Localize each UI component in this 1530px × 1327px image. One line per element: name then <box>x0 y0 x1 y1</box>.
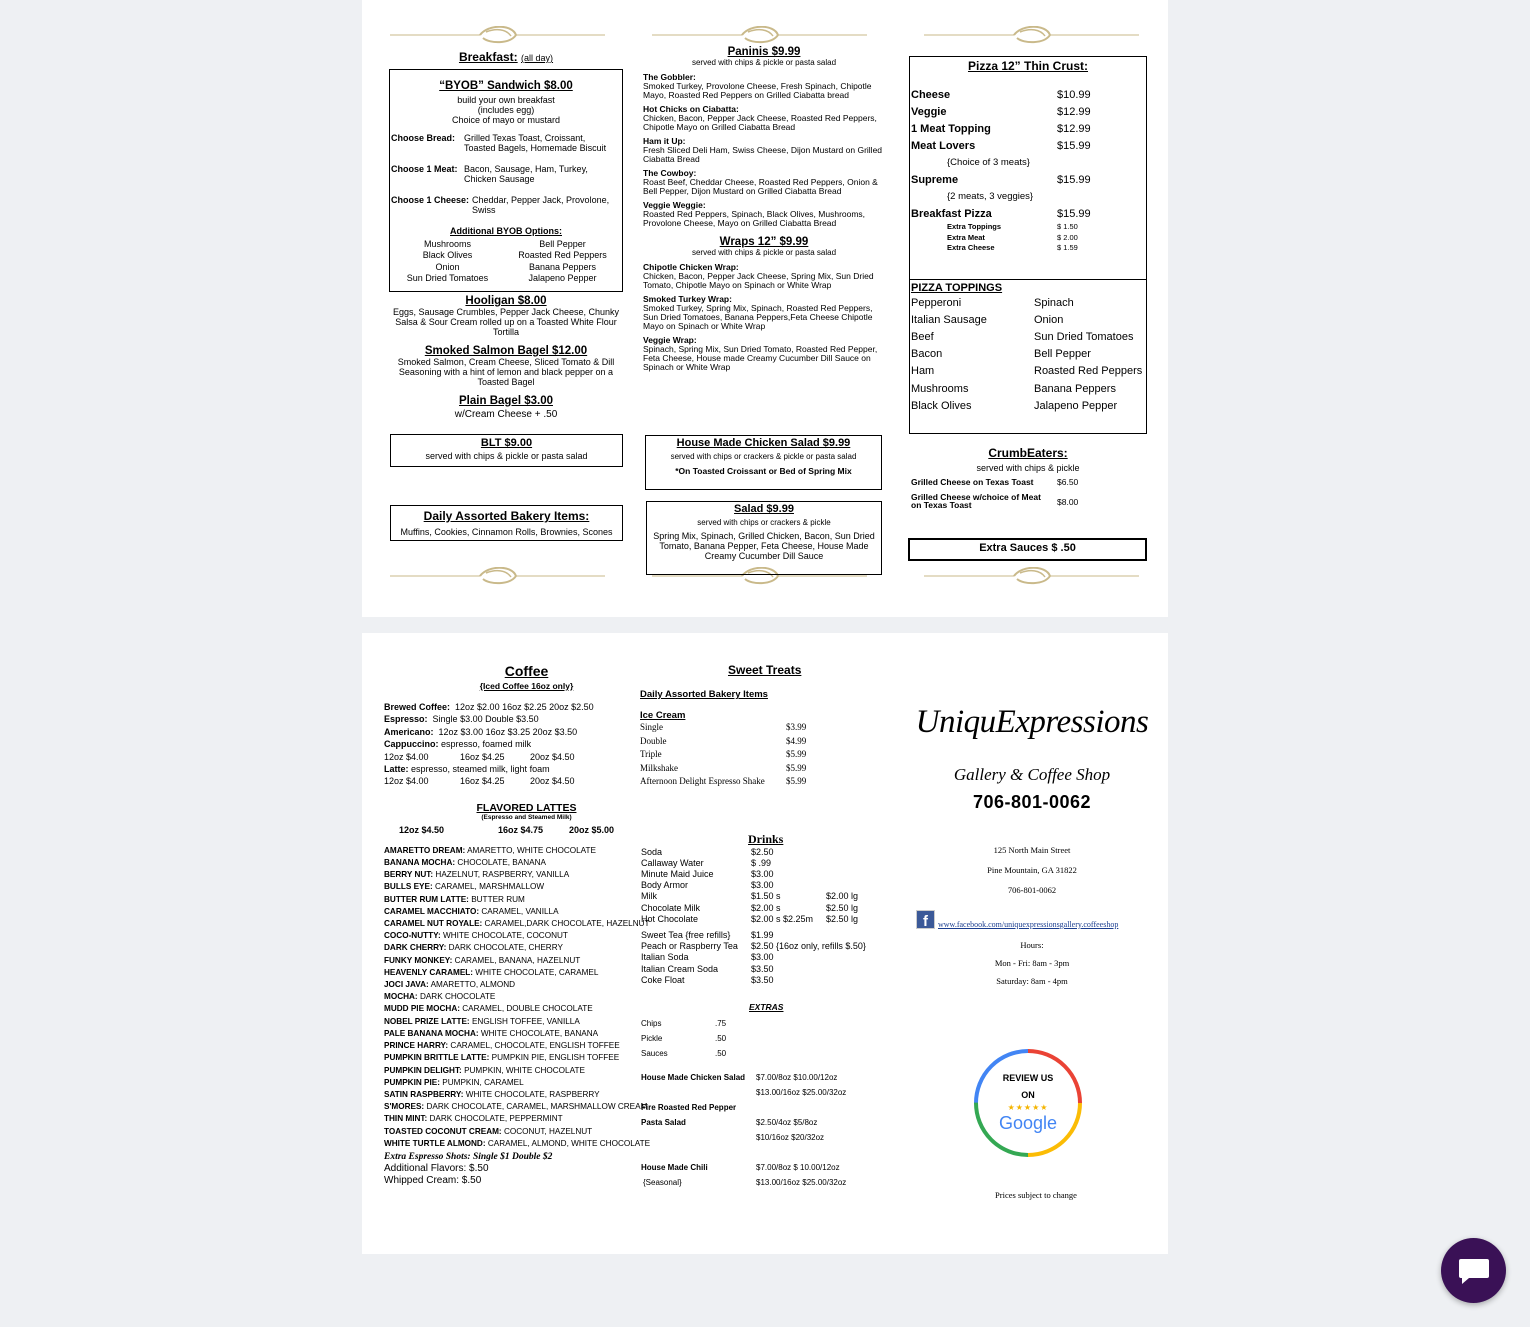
bakery-desc: Muffins, Cookies, Cinnamon Rolls, Brownies, Scones <box>400 527 613 537</box>
pizza-meat-note: {Choice of 3 meats} <box>947 157 1030 168</box>
deli-item: House Made Chicken Salad $7.00/8oz $10.00/12oz <box>641 1072 838 1082</box>
toppings-title: PIZZA TOPPINGS <box>911 282 1003 294</box>
deli-item: $10/16oz $20/32oz <box>756 1132 825 1142</box>
paninis-column <box>643 46 885 377</box>
byob-option: Banana Peppers <box>528 261 597 272</box>
byob-option: Onion <box>435 261 460 272</box>
byob-line: build your own breakfast <box>457 95 555 105</box>
latte-item: FUNKY MONKEY: CARAMEL, BANANA, HAZELNUT <box>384 955 581 965</box>
pizza-box <box>909 56 1147 280</box>
deli-item: Fire Roasted Red Pepper <box>641 1102 737 1112</box>
google-review-badge[interactable] <box>973 1048 1083 1158</box>
icecream-item: Single $3.99 <box>640 722 807 732</box>
byob-cheese: Choose 1 Cheese: Cheddar, Pepper Jack, Provolone, Swiss <box>391 195 610 215</box>
flavored-sub: (Espresso and Steamed Milk) <box>481 813 572 821</box>
breakfast-specials <box>389 295 623 420</box>
bakery-title: Daily Assorted Bakery Items: <box>423 509 590 523</box>
flavored-title: FLAVORED LATTES <box>476 801 577 814</box>
topping: Roasted Red Peppers <box>1034 365 1143 378</box>
ornament-divider <box>924 567 1139 587</box>
byob-option: Jalapeno Pepper <box>528 272 597 283</box>
salmon-desc: Smoked Salmon, Cream Cheese, Sliced Tomato & Dill Seasoning with a hint of lemon and black pepper on a Toasted Bagel <box>397 357 615 387</box>
latte-list <box>384 845 651 1150</box>
menu-item <box>643 201 885 228</box>
ornament-divider <box>924 26 1139 46</box>
byob-option-row <box>390 239 622 250</box>
topping-row <box>911 346 1146 363</box>
crumbeaters <box>909 446 1147 509</box>
pizza-extra: Extra Toppings $ 1.50 <box>947 222 1078 231</box>
coffee-prices: 12oz $4.00 16oz $4.25 20oz $4.50 <box>384 751 575 762</box>
menu-item-desc: Fresh Sliced Deli Ham, Swiss Cheese, Dijon Mustard on Grilled Ciabatta Bread <box>643 145 883 164</box>
byob-meat: Choose 1 Meat: Bacon, Sausage, Ham, Turkey, Chicken Sausage <box>391 164 588 184</box>
drink-item: Milk $1.50 s $2.00 lg <box>641 891 859 902</box>
deli-item: {Seasonal} $13.00/16oz $25.00/32oz <box>643 1177 847 1187</box>
extra-shots: Extra Espresso Shots: Single $1 Double $2 <box>384 1151 553 1162</box>
topping-row <box>911 380 1146 397</box>
whipped-cream: Whipped Cream: $.50 <box>384 1175 482 1187</box>
paninis-title: Paninis $9.99 <box>727 46 801 58</box>
latte-item: NOBEL PRIZE LATTE: ENGLISH TOFFEE, VANILLA <box>384 1016 580 1026</box>
toppings-list <box>910 294 1146 414</box>
topping-row <box>911 328 1146 345</box>
sweets-bakery: Daily Assorted Bakery Items <box>640 689 768 700</box>
menu-item-desc: Smoked Turkey, Provolone Cheese, Fresh Spinach, Chipotle Mayo, Roasted Red Peppers on Grilled Ciabatta bread <box>643 81 872 100</box>
coffee-column <box>384 663 651 1188</box>
byob-option-row <box>390 250 622 261</box>
latte-item: MOCHA: DARK CHOCOLATE <box>384 992 496 1002</box>
latte-item: TOASTED COCONUT CREAM: COCONUT, HAZELNUT <box>384 1126 593 1136</box>
menu-item <box>643 295 885 331</box>
hooligan-title: Hooligan $8.00 <box>465 295 547 307</box>
drink-item: Soda $2.50 <box>641 846 774 857</box>
coffee-list <box>384 701 634 788</box>
topping: Pepperoni <box>911 296 962 309</box>
icecream-list <box>640 721 880 789</box>
wraps-subtitle: served with chips & pickle or pasta salad <box>691 248 837 257</box>
drink-item: Sweet Tea {free refills} $1.99 <box>641 929 774 940</box>
pizza-item: Breakfast Pizza $15.99 <box>911 207 1091 220</box>
latte-item: HEAVENLY CARAMEL: WHITE CHOCOLATE, CARAMEL <box>384 967 599 977</box>
deli-item: House Made Chili $7.00/8oz $ 10.00/12oz <box>641 1162 840 1172</box>
chicken-salad-sub: served with chips or crackers & pickle or pasta salad <box>670 452 857 461</box>
salad-box <box>646 501 882 575</box>
drink-item: Hot Chocolate $2.00 s $2.25m $2.50 lg <box>641 913 859 924</box>
topping-row <box>911 397 1146 414</box>
icecream-title: Ice Cream <box>640 710 686 721</box>
topping: Onion <box>1034 313 1064 326</box>
menu-item-desc: Spinach, Spring Mix, Sun Dried Tomato, Roasted Red Pepper, Feta Cheese, House made Creamy Cucumber Dill Sauce on Spinach or White Wrap <box>643 344 878 372</box>
menu-item-name: Hot Chicks on Ciabatta: <box>643 104 739 114</box>
extra-item: Sauces .50 <box>641 1048 727 1058</box>
menu-page-1 <box>362 0 1168 617</box>
drink-item: Italian Cream Soda $3.50 <box>641 963 774 974</box>
deli-item: Pasta Salad $2.50/4oz $5/8oz <box>641 1117 818 1127</box>
chat-button[interactable] <box>1441 1238 1506 1303</box>
chicken-salad-title: House Made Chicken Salad $9.99 <box>676 437 851 449</box>
icecream-item: Triple $5.99 <box>640 749 807 759</box>
drink-item: Italian Soda $3.00 <box>641 952 774 963</box>
extras-title: EXTRAS <box>749 1001 784 1012</box>
bakery-box <box>390 505 623 541</box>
shop-phone-small: 706-801-0062 <box>1007 885 1057 895</box>
shop-phone: 706-801-0062 <box>972 792 1092 812</box>
salad-title: Salad $9.99 <box>734 503 794 515</box>
toppings-box <box>909 279 1147 434</box>
icecream-item: Afternoon Delight Espresso Shake $5.99 <box>640 776 807 786</box>
pizza-extra: Extra Cheese $ 1.59 <box>947 243 1078 252</box>
coffee-prices: 12oz $4.00 16oz $4.25 20oz $4.50 <box>384 776 575 787</box>
latte-item: WHITE TURTLE ALMOND: CARAMEL, ALMOND, WHITE CHOCOLATE <box>384 1138 651 1148</box>
pizza-item: Supreme $15.99 <box>911 173 1091 186</box>
latte-item: COCO-NUTTY: WHITE CHOCOLATE, COCONUT <box>384 931 568 941</box>
breakfast-column <box>389 50 623 66</box>
drinks-list <box>640 847 880 925</box>
additional-flavors: Additional Flavors: $.50 <box>384 1162 489 1174</box>
panini-list <box>643 73 885 228</box>
menu-item-name: Veggie Weggie: <box>643 200 706 210</box>
pizza-item: Veggie $12.99 <box>911 105 1091 118</box>
menu-item-name: Ham it Up: <box>643 136 686 146</box>
topping-row <box>911 294 1146 311</box>
menu-item <box>643 263 885 290</box>
byob-bread: Choose Bread: Grilled Texas Toast, Croissant, Toasted Bagels, Homemade Biscuit <box>391 133 607 153</box>
pizza-item: Meat Lovers $15.99 <box>911 139 1091 152</box>
deli-item: $13.00/16oz $25.00/32oz <box>756 1087 847 1097</box>
latte-item: SATIN RASPBERRY: WHITE CHOCOLATE, RASPBERRY <box>384 1089 600 1099</box>
crumb-item: Grilled Cheese on Texas Toast $6.50 <box>911 477 1079 487</box>
sauces-text: Extra Sauces $ .50 <box>979 542 1076 554</box>
latte-item: JOCI JAVA: AMARETTO, ALMOND <box>384 980 516 990</box>
coffee-subtitle: {Iced Coffee 16oz only} <box>479 681 574 691</box>
latte-item: PUMPKIN PIE: PUMPKIN, CARAMEL <box>384 1077 524 1087</box>
latte-item: BERRY NUT: HAZELNUT, RASPBERRY, VANILLA <box>384 870 570 880</box>
topping: Spinach <box>1034 296 1074 309</box>
latte-item: PUMPKIN BRITTLE LATTE: PUMPKIN PIE, ENGLISH TOFFEE <box>384 1053 620 1063</box>
crumb-title: CrumbEaters: <box>988 446 1068 460</box>
latte-item: PUMPKIN DELIGHT: PUMPKIN, WHITE CHOCOLATE <box>384 1065 585 1075</box>
byob-option-row <box>390 262 622 273</box>
byob-option: Bell Pepper <box>539 239 586 249</box>
hours-weekday: Mon - Fri: 8am - 3pm <box>994 958 1070 968</box>
sweets-title: Sweet Treats <box>728 663 802 677</box>
menu-item-desc: Roast Beef, Cheddar Cheese, Roasted Red Peppers, Onion & Bell Pepper, Dijon Mustard on Grilled Ciabatta Bread <box>643 177 878 196</box>
drinks-title: Drinks <box>748 831 784 846</box>
shop-logo: UniquExpressions <box>915 704 1149 740</box>
latte-item: S'MORES: DARK CHOCOLATE, CARAMEL, MARSHMALLOW CREAM <box>384 1102 648 1112</box>
menu-item-name: Chipotle Chicken Wrap: <box>643 262 739 272</box>
menu-item <box>643 169 885 196</box>
menu-item-name: Veggie Wrap: <box>643 335 697 345</box>
salmon-title: Smoked Salmon Bagel $12.00 <box>424 345 588 357</box>
flavored-prices: 12oz $4.50 16oz $4.75 20oz $5.00 <box>399 824 615 835</box>
wrap-list <box>643 263 885 372</box>
topping: Sun Dried Tomatoes <box>1034 330 1134 343</box>
byob-box <box>389 69 623 292</box>
menu-item <box>643 105 885 132</box>
menu-item-desc: Roasted Red Peppers, Spinach, Black Olives, Mushrooms, Provolone Cheese, Mayo on Grilled Ciabatta Bread <box>643 209 866 228</box>
latte-item: DARK CHERRY: DARK CHOCOLATE, CHERRY <box>384 943 563 953</box>
prices-note: Prices subject to change <box>995 1190 1077 1200</box>
drink-item: Minute Maid Juice $3.00 <box>641 868 774 879</box>
menu-item-name: The Gobbler: <box>643 72 696 82</box>
coffee-item: Cappuccino: espresso, foamed milk <box>384 739 532 750</box>
latte-item: BUTTER RUM LATTE: BUTTER RUM <box>384 894 525 904</box>
latte-item: BULLS EYE: CARAMEL, MARSHMALLOW <box>384 882 545 892</box>
salad-desc: Spring Mix, Spinach, Grilled Chicken, Bacon, Sun Dried Tomato, Banana Pepper, Feta Cheese, House Made Creamy Cucumber Dill Sauce <box>653 531 875 561</box>
topping: Italian Sausage <box>911 313 987 326</box>
wraps-title: Wraps 12” $9.99 <box>719 236 809 248</box>
salad-sub: served with chips or crackers & pickle <box>697 518 831 527</box>
crumb-item: Grilled Cheese w/choice of Meat on Texas Toast $8.00 <box>911 492 1079 510</box>
menu-item-name: Smoked Turkey Wrap: <box>643 294 732 304</box>
blt-title: BLT $9.00 <box>480 437 533 449</box>
icecream-item: Milkshake $5.99 <box>640 762 807 773</box>
byob-option-row <box>390 273 622 284</box>
latte-item: PRINCE HARRY: CARAMEL, CHOCOLATE, ENGLISH TOFFEE <box>384 1041 620 1051</box>
review-text: REVIEW US ON <box>1002 1073 1054 1100</box>
ornament-divider <box>390 567 605 587</box>
latte-item: CARAMEL MACCHIATO: CARAMEL, VANILLA <box>384 906 559 916</box>
pizza-supreme-note: {2 meats, 3 veggies} <box>947 191 1034 202</box>
pizza-item: Cheese $10.99 <box>911 88 1091 101</box>
drink-item: Coke Float $3.50 <box>641 974 774 985</box>
drink-item: Callaway Water $ .99 <box>641 857 772 868</box>
menu-item <box>643 336 885 372</box>
extra-item: Pickle .50 <box>641 1033 727 1043</box>
sweets-column <box>640 663 880 1190</box>
sauces-box <box>908 538 1147 561</box>
facebook-link[interactable]: www.facebook.com/uniquexpressionsgallery.coffeeshop <box>938 920 1119 929</box>
coffee-item: Brewed Coffee: 12oz $2.00 16oz $2.25 20oz $2.50 <box>384 702 594 712</box>
drink-item: Peach or Raspberry Tea $2.50 {16oz only, refills $.50} <box>641 941 866 952</box>
pizza-extra: Extra Meat $ 2.00 <box>947 232 1078 242</box>
chicken-salad-box <box>645 435 882 490</box>
byob-line: (includes egg) <box>477 105 535 115</box>
byob-option: Black Olives <box>422 250 473 261</box>
latte-item: BANANA MOCHA: CHOCOLATE, BANANA <box>384 858 546 868</box>
coffee-item: Espresso: Single $3.00 Double $3.50 <box>384 714 539 725</box>
coffee-item: Americano: 12oz $3.00 16oz $3.25 20oz $3.50 <box>384 726 578 737</box>
menu-item-desc: Chicken, Bacon, Pepper Jack Cheese, Roasted Red Peppers, Chipotle Mayo on Grilled Ciabatta Bread <box>643 113 877 132</box>
pizza-extras <box>910 222 1146 254</box>
shop-address: 125 North Main Street <box>993 845 1071 855</box>
pizza-title: Pizza 12” Thin Crust: <box>967 59 1089 73</box>
menu-item <box>643 73 885 100</box>
latte-item: AMARETTO DREAM: AMARETTO, WHITE CHOCOLATE <box>384 845 596 855</box>
menu-page-2 <box>362 633 1168 1254</box>
hours-saturday: Saturday: 8am - 4pm <box>996 976 1068 986</box>
latte-item: MUDD PIE MOCHA: CARAMEL, DOUBLE CHOCOLATE <box>384 1004 593 1014</box>
byob-option: Roasted Red Peppers <box>518 250 607 261</box>
menu-item-desc: Chicken, Bacon, Pepper Jack Cheese, Spring Mix, Sun Dried Tomato, Chipotle Mayo on Spinach or White Wrap <box>643 271 874 290</box>
topping: Ham <box>911 365 935 378</box>
byob-title: “BYOB” Sandwich $8.00 <box>439 80 573 92</box>
drinks-list-2 <box>640 930 880 986</box>
facebook-icon: f <box>916 910 935 929</box>
google-logo: Google <box>998 1113 1058 1133</box>
icecream-item: Double $4.99 <box>640 735 807 746</box>
blt-desc: served with chips & pickle or pasta salad <box>425 451 588 461</box>
facebook-row[interactable] <box>907 910 1157 929</box>
drink-item: Body Armor $3.00 <box>641 880 774 891</box>
ornament-divider <box>390 26 605 46</box>
topping: Black Olives <box>911 399 972 412</box>
bagel-title: Plain Bagel $3.00 <box>459 395 553 407</box>
star-rating: ★★★★★ <box>1007 1103 1049 1112</box>
byob-options-title: Additional BYOB Options: <box>450 226 562 236</box>
deli-items <box>640 1070 880 1190</box>
latte-item: PALE BANANA MOCHA: WHITE CHOCOLATE, BANANA <box>384 1028 599 1038</box>
menu-item <box>643 137 885 164</box>
latte-item: CARAMEL NUT ROYALE: CARAMEL,DARK CHOCOLATE, HAZELNUT <box>384 919 650 929</box>
topping: Bell Pepper <box>1034 348 1091 361</box>
pizza-items <box>910 86 1146 154</box>
coffee-item: Latte: espresso, steamed milk, light foam <box>384 764 550 775</box>
ornament-divider <box>652 26 867 46</box>
extras-list <box>640 1016 880 1061</box>
byob-line: Choice of mayo or mustard <box>451 115 561 125</box>
hours-title: Hours: <box>1020 940 1044 950</box>
topping-row <box>911 363 1146 380</box>
topping-row <box>911 311 1146 328</box>
byob-option: Mushrooms <box>423 239 471 249</box>
latte-item: THIN MINT: DARK CHOCOLATE, PEPPERMINT <box>384 1114 563 1124</box>
shop-tagline: Gallery & Coffee Shop <box>953 765 1111 784</box>
topping: Bacon <box>911 348 943 361</box>
crumb-sub: served with chips & pickle <box>976 463 1080 473</box>
topping: Beef <box>911 330 934 343</box>
byob-options <box>390 239 622 284</box>
byob-option: Sun Dried Tomatoes <box>406 272 489 283</box>
coffee-title: Coffee <box>504 663 549 679</box>
topping: Mushrooms <box>911 382 969 395</box>
shop-info-column <box>907 703 1157 986</box>
pizza-item: 1 Meat Topping $12.99 <box>911 122 1091 135</box>
blt-box <box>390 434 623 467</box>
extra-item: Chips .75 <box>641 1018 727 1028</box>
menu-item-desc: Smoked Turkey, Spring Mix, Spinach, Roasted Red Peppers, Sun Dried Tomatoes, Banana Peppers,Feta Cheese Chipotle Mayo on Spinach or White Wrap <box>643 303 873 331</box>
chat-bubble-icon <box>1457 1256 1491 1286</box>
breakfast-heading: Breakfast: (all day) <box>458 50 554 64</box>
paninis-subtitle: served with chips & pickle or pasta salad <box>691 58 837 67</box>
hooligan-desc: Eggs, Sausage Crumbles, Pepper Jack Cheese, Chunky Salsa & Sour Cream rolled up on a Toasted White Flour Tortilla <box>392 307 620 337</box>
bagel-desc: w/Cream Cheese + .50 <box>454 409 558 420</box>
chicken-salad-note: *On Toasted Croissant or Bed of Spring Mix <box>675 466 852 476</box>
drink-item: Chocolate Milk $2.00 s $2.50 lg <box>641 902 859 913</box>
topping: Jalapeno Pepper <box>1034 399 1118 412</box>
menu-item-name: The Cowboy: <box>643 168 697 178</box>
topping: Banana Peppers <box>1034 382 1116 395</box>
shop-address: Pine Mountain, GA 31822 <box>987 865 1077 875</box>
